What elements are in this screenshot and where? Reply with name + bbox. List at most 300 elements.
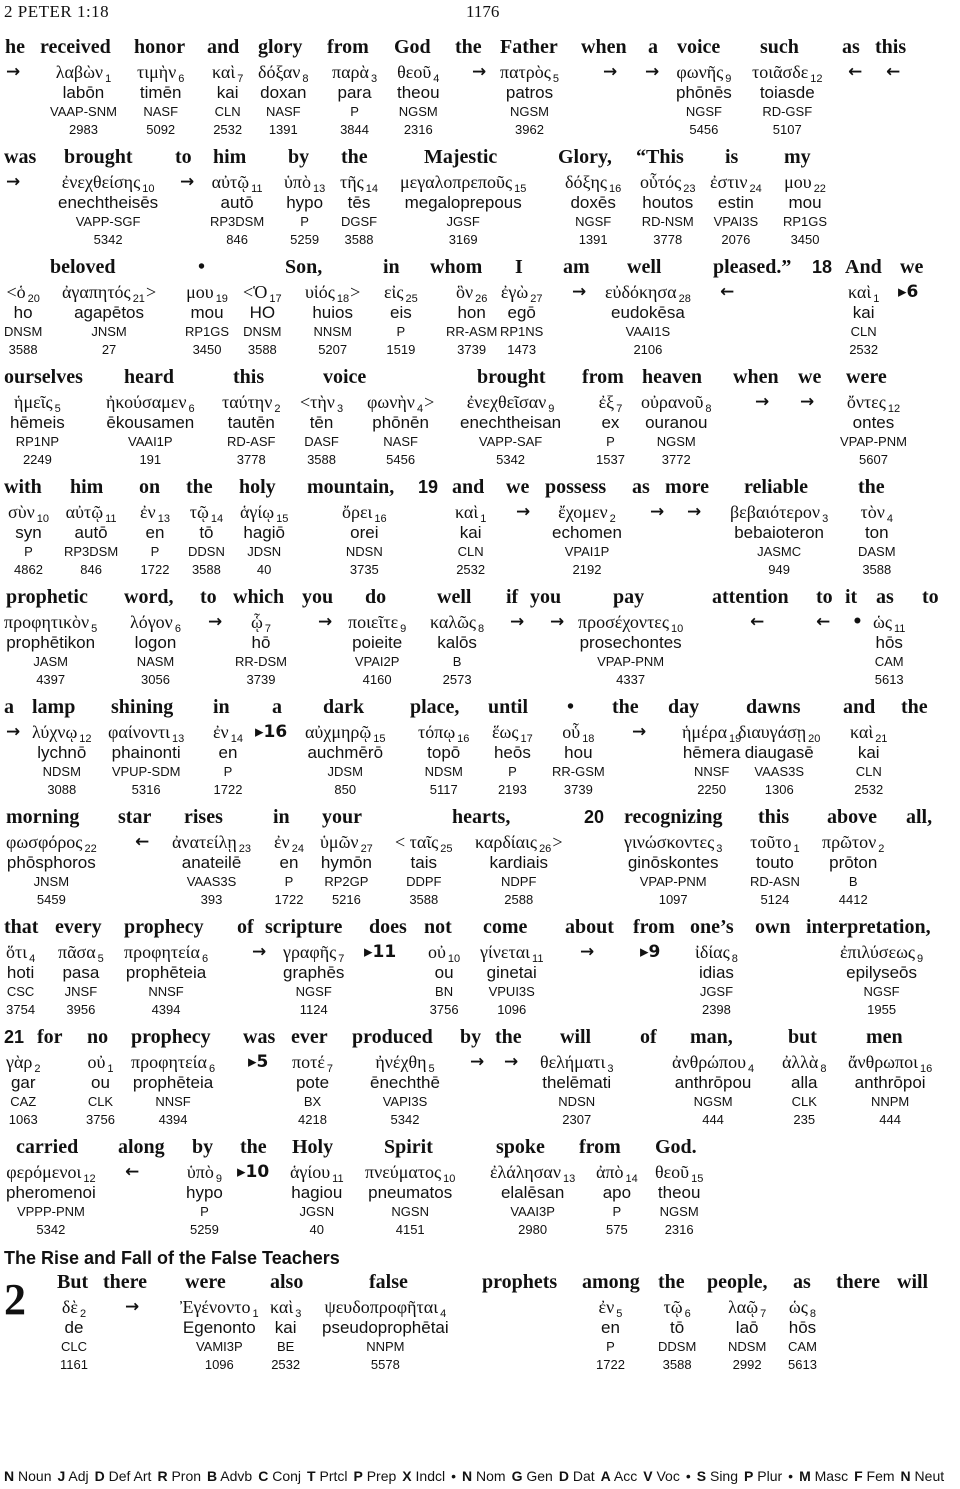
bracket-close: > [424, 392, 435, 412]
transliteration: pote [295, 1073, 330, 1092]
greek-word: ἄνθρωποι [848, 1052, 918, 1072]
section-heading: The Rise and Fall of the False Teachers [4, 1248, 340, 1268]
interlinear-block [0, 1135, 960, 1245]
transliteration: doxan [260, 83, 307, 102]
word-order-number: 7 [338, 953, 345, 965]
strongs-number: 4160 [362, 672, 392, 687]
transliteration: hou [564, 743, 593, 762]
english-word: a [272, 696, 282, 718]
parsing-code: DASM [858, 544, 896, 559]
strongs-number: 5613 [874, 672, 904, 687]
strongs-number: 5092 [146, 122, 176, 137]
parsing-code: RD-ASN [750, 874, 800, 889]
word-order-number: 4 [29, 953, 36, 965]
english-word: Holy [292, 1136, 334, 1158]
greek-column [274, 831, 304, 909]
greek-line [137, 61, 184, 83]
word-order-number: 2 [79, 1308, 87, 1320]
word-order-number: 13 [313, 183, 326, 195]
english-word: star [118, 806, 152, 828]
greek-line [848, 1051, 932, 1073]
parsing-code: CLK [791, 1094, 817, 1109]
word-order-number: 7 [264, 623, 271, 635]
strongs-number: 575 [606, 1222, 628, 1237]
english-word: to [175, 146, 192, 168]
greek-word: φερόμενοι [6, 1162, 82, 1182]
greek-word: ἐλάλησαν [490, 1162, 561, 1182]
strongs-number: 40 [309, 1222, 325, 1237]
legend-label: Indcl [415, 1468, 446, 1484]
word-order-number: 17 [520, 733, 533, 745]
parsing-code: NNSM [313, 324, 352, 339]
greek-line [847, 391, 900, 413]
greek-line [641, 391, 712, 413]
greek-column [342, 501, 387, 579]
parsing-code: P [612, 1204, 622, 1219]
greek-column [258, 61, 309, 139]
greek-column [58, 171, 158, 249]
word-order-marker: ▸10 [237, 1162, 270, 1182]
strongs-number: 1722 [140, 562, 170, 577]
greek-column [395, 831, 453, 909]
strongs-number: 3754 [6, 1002, 36, 1017]
legend-item [307, 1468, 347, 1484]
greek-line [784, 171, 826, 193]
legend-key: V [643, 1468, 653, 1484]
parsing-code: NASF [265, 104, 301, 119]
legend-key: G [511, 1468, 523, 1484]
legend-key: N [900, 1468, 911, 1484]
parsing-code: VPUP-SDM [111, 764, 181, 779]
english-word: I [515, 256, 523, 278]
word-order-number: 13 [172, 733, 185, 745]
word-order-number: 12 [79, 733, 92, 745]
strongs-number: 2316 [403, 122, 433, 137]
greek-column [4, 611, 97, 689]
word-order-number: 11 [105, 513, 117, 525]
transliteration: de [64, 1318, 84, 1337]
legend-item [353, 1468, 396, 1484]
strongs-number: 5316 [131, 782, 161, 797]
english-word: the [612, 696, 639, 718]
english-word: as [876, 586, 894, 608]
parsing-code: RP2GP [324, 874, 369, 889]
word-order-number: 15 [373, 733, 386, 745]
strongs-number: 3956 [66, 1002, 96, 1017]
word-order-number: 9 [215, 1173, 222, 1185]
english-word: prophetic [6, 586, 88, 608]
greek-line [6, 941, 35, 963]
english-word: we [506, 476, 530, 498]
parsing-code: CLN [457, 544, 484, 559]
strongs-number: 5342 [36, 1222, 66, 1237]
greek-column [180, 1296, 259, 1374]
greek-column [10, 391, 65, 469]
strongs-number: 1161 [60, 1357, 88, 1372]
word-order-number: 14 [210, 513, 224, 525]
greek-column [552, 501, 622, 579]
strongs-number: 2076 [721, 232, 751, 247]
greek-column [235, 611, 287, 689]
greek-line [284, 171, 325, 193]
english-word: that [4, 916, 39, 938]
english-word: brought [64, 146, 133, 168]
greek-column [822, 831, 884, 909]
word-order-number: 25 [405, 293, 418, 305]
parsing-code: NGSF [685, 104, 722, 119]
english-word: of [237, 916, 254, 938]
greek-line [624, 831, 722, 853]
greek-line [599, 391, 623, 413]
greek-line [750, 831, 800, 853]
word-order-number: 20 [808, 733, 821, 745]
greek-line [640, 171, 696, 193]
parsing-code: VPAI2P [354, 654, 400, 669]
greek-line [124, 941, 208, 963]
parsing-code: NNPM [870, 1094, 910, 1109]
greek-line [172, 831, 251, 853]
transliteration: ginetai [486, 963, 537, 982]
greek-word: οὐρανοῦ [641, 392, 704, 412]
word-order-number: 15 [276, 513, 289, 525]
greek-column [730, 501, 828, 579]
transliteration: thelēmati [542, 1073, 612, 1092]
parsing-code: VAPP-SAF [478, 434, 543, 449]
greek-line [492, 721, 533, 743]
english-word: heaven [642, 366, 702, 388]
greek-column [596, 391, 625, 469]
legend-item [207, 1468, 252, 1484]
greek-line [270, 1296, 301, 1318]
word-order-arrow: → [755, 392, 770, 412]
parsing-code: DNSM [4, 324, 43, 339]
greek-line [348, 611, 406, 633]
transliteration: lychnō [37, 743, 87, 762]
interlinear-block [0, 695, 960, 805]
word-order-arrow: → [645, 62, 660, 82]
greek-column [873, 611, 905, 689]
legend-key: S [696, 1468, 707, 1484]
english-word: do [365, 586, 387, 608]
parsing-code: BX [303, 1094, 322, 1109]
transliteration: ontes [852, 413, 895, 432]
word-order-number: 5 [54, 403, 61, 415]
greek-line [130, 611, 181, 633]
greek-word: ὑπὸ [186, 1162, 214, 1182]
word-order-number: 8 [478, 623, 485, 635]
greek-word: ἀπὸ [596, 1162, 624, 1182]
interlinear-block [0, 805, 960, 915]
transliteration: tēn [309, 413, 334, 432]
greek-word: δόξαν [258, 62, 301, 82]
legend-label: Dat [572, 1468, 595, 1484]
greek-line [695, 941, 738, 963]
word-order-number: 4 [748, 1063, 755, 1075]
greek-column [6, 831, 97, 909]
word-order-arrow: → [580, 942, 595, 962]
greek-line [332, 61, 377, 83]
greek-word: τὸν [860, 502, 885, 522]
greek-column [106, 391, 195, 469]
parsing-code: RP3DSM [210, 214, 265, 229]
english-word: will [897, 1271, 929, 1293]
greek-word: προφητικὸν [4, 612, 90, 632]
english-word: false [369, 1271, 408, 1293]
greek-word: τῆς [340, 172, 364, 192]
parsing-code: DDSM [658, 1339, 697, 1354]
word-order-marker: ▸11 [364, 942, 397, 962]
word-order-bullet: • [852, 612, 863, 632]
english-word: on [139, 476, 161, 498]
transliteration: theou [397, 83, 440, 102]
english-word: such [760, 36, 799, 58]
parsing-code: VPUI3S [488, 984, 535, 999]
english-word: morning [6, 806, 80, 828]
greek-line [62, 281, 156, 303]
english-word: every [55, 916, 102, 938]
greek-column [58, 941, 104, 1019]
greek-word: δόξης [565, 172, 608, 192]
greek-line [180, 1296, 259, 1318]
greek-column [186, 1161, 223, 1239]
greek-line [375, 1051, 434, 1073]
word-order-number: 2 [34, 1063, 41, 1075]
greek-column [322, 1296, 449, 1374]
english-word: if [506, 586, 519, 608]
strongs-number: 2983 [69, 122, 98, 137]
greek-column [188, 501, 225, 579]
greek-line [32, 721, 92, 743]
word-order-number: 21 [875, 733, 888, 745]
word-order-number: 10 [443, 1173, 456, 1185]
greek-column [500, 61, 559, 139]
transliteration: patros [505, 83, 554, 102]
greek-line [599, 1296, 623, 1318]
english-word: heard [124, 366, 174, 388]
word-order-arrow: → [180, 172, 195, 192]
strongs-number: 4397 [36, 672, 66, 687]
greek-column [624, 831, 722, 909]
transliteration: tō [670, 1318, 685, 1337]
greek-word: θεοῦ [397, 62, 432, 82]
parsing-code: NDSN [345, 544, 383, 559]
greek-column [400, 171, 526, 249]
transliteration: timēn [139, 83, 182, 102]
transliteration: hon [457, 303, 486, 322]
transliteration: agapētos [74, 303, 145, 322]
bracket-close: > [350, 282, 361, 302]
parsing-code: NGSF [575, 214, 612, 229]
greek-line [6, 831, 97, 853]
word-order-number: 23 [683, 183, 696, 195]
english-word: ever [291, 1026, 328, 1048]
english-word: scripture [265, 916, 343, 938]
parsing-code: JASM [33, 654, 68, 669]
greek-word: πνεύματος [365, 1162, 442, 1182]
transliteration: kardiais [489, 853, 549, 872]
word-order-number: 21 [132, 293, 145, 305]
greek-line [400, 171, 526, 193]
abbreviation-legend [4, 1466, 954, 1486]
word-order-number: 14 [625, 1173, 638, 1185]
greek-line [305, 281, 360, 303]
greek-word: αὐτῷ [211, 172, 250, 192]
english-word: hearts, [452, 806, 511, 828]
legend-label: Plur [757, 1468, 783, 1484]
strongs-number: 5107 [772, 122, 802, 137]
greek-word: τῷ [663, 1297, 683, 1317]
parsing-code: B [452, 654, 462, 669]
parsing-code: P [24, 544, 33, 559]
strongs-number: 2192 [572, 562, 602, 577]
greek-line [342, 501, 387, 523]
strongs-number: 5259 [290, 232, 320, 247]
parsing-code: NGSM [659, 1204, 699, 1219]
transliteration: hō [251, 633, 271, 652]
word-order-arrow: → [470, 1052, 485, 1072]
strongs-number: 846 [226, 232, 248, 247]
legend-item [601, 1468, 638, 1484]
strongs-number: 444 [702, 1112, 724, 1127]
transliteration: hēmeis [10, 413, 65, 432]
parsing-code: NNSF [148, 984, 184, 999]
strongs-number: 444 [879, 1112, 901, 1127]
word-order-number: 8 [302, 73, 309, 85]
greek-line [873, 611, 905, 633]
english-word: as [793, 1271, 811, 1293]
parsing-code: NDSN [558, 1094, 596, 1109]
transliteration: egō [507, 303, 536, 322]
english-word: own [755, 916, 791, 938]
word-order-number: 22 [84, 843, 97, 855]
strongs-number: 5117 [429, 782, 458, 797]
greek-word: ἕως [492, 722, 519, 742]
transliteration: idias [698, 963, 734, 982]
english-word: to [922, 586, 939, 608]
english-word: well [437, 586, 472, 608]
transliteration: prophēteia [132, 1073, 214, 1092]
parsing-code: DASF [304, 434, 339, 449]
strongs-number: 3588 [409, 892, 439, 907]
greek-column [397, 61, 440, 139]
word-order-number: 8 [820, 1063, 827, 1075]
english-word: the [658, 1271, 685, 1293]
strongs-number: 4394 [158, 1112, 188, 1127]
greek-word: οὗ [562, 722, 581, 742]
strongs-number: 1519 [386, 342, 416, 357]
greek-word: τιμὴν [137, 62, 177, 82]
greek-word: διαυγάσῃ [738, 722, 807, 742]
greek-line [467, 391, 555, 413]
transliteration: phainonti [111, 743, 181, 762]
word-order-number: 10 [36, 513, 50, 525]
legend-label: Gen [526, 1468, 553, 1484]
greek-line [418, 721, 469, 743]
greek-column [552, 721, 605, 799]
greek-word: γίνεται [480, 942, 531, 962]
transliteration: huios [312, 303, 353, 322]
transliteration: en [218, 743, 238, 762]
legend-label: Pron [171, 1468, 202, 1484]
word-order-number: 18 [582, 733, 595, 745]
english-word: interpretation, [806, 916, 931, 938]
parsing-code: VAAI1S [625, 324, 671, 339]
bracket-close: > [552, 832, 563, 852]
parsing-code: NNPM [366, 1339, 405, 1354]
greek-column [108, 721, 184, 799]
greek-column [243, 281, 282, 359]
greek-word: ἡμέρα [682, 722, 728, 742]
english-word: and [452, 476, 485, 498]
verse-number: 20 [584, 807, 605, 827]
strongs-number: 3778 [236, 452, 266, 467]
english-word: you [530, 586, 562, 608]
english-word: was [4, 146, 37, 168]
word-order-number: 3 [370, 73, 378, 85]
greek-line [456, 281, 487, 303]
english-word: were [846, 366, 887, 388]
greek-word: λαῷ [728, 1297, 759, 1317]
strongs-number: 191 [139, 452, 162, 467]
english-word: was [243, 1026, 276, 1048]
transliteration: kai [852, 303, 875, 322]
word-order-number: 3 [716, 843, 723, 855]
word-order-number: 6 [178, 73, 185, 85]
english-word: ourselves [4, 366, 83, 388]
parsing-code: JGSF [699, 984, 734, 999]
english-word: will [560, 1026, 592, 1048]
greek-line [565, 171, 621, 193]
strongs-number: 3588 [191, 562, 221, 577]
greek-word: πᾶσα [58, 942, 96, 962]
legend-label: Fem [866, 1468, 895, 1484]
greek-word: προσέχοντες [578, 612, 669, 632]
transliteration: anthrōpoi [854, 1073, 926, 1092]
strongs-number: 1391 [578, 232, 608, 247]
word-order-number: 2 [878, 843, 885, 855]
strongs-number: 846 [80, 562, 102, 577]
greek-word: προφητεία [124, 942, 200, 962]
strongs-number: 5342 [390, 1112, 420, 1127]
strongs-number: 2532 [456, 562, 486, 577]
word-order-arrow: → [603, 62, 618, 82]
legend-item [512, 1468, 553, 1484]
parsing-code: P [284, 874, 294, 889]
english-word: no [87, 1026, 109, 1048]
strongs-number: 3088 [47, 782, 77, 797]
transliteration: en [601, 1318, 620, 1337]
greek-line [562, 721, 594, 743]
english-word: about [565, 916, 614, 938]
english-word: this [758, 806, 790, 828]
english-word: holy [239, 476, 276, 498]
greek-line [789, 1296, 816, 1318]
greek-column [172, 831, 251, 909]
greek-line [730, 501, 828, 523]
transliteration: graphēs [283, 963, 345, 982]
greek-word: καὶ [848, 282, 872, 302]
word-order-number: 17 [269, 293, 282, 305]
word-order-number: 3 [295, 1308, 302, 1320]
strongs-number: 2307 [562, 1112, 592, 1127]
greek-word: ἁγίου [290, 1162, 331, 1182]
greek-line [190, 501, 223, 523]
english-word: pleased.” [713, 256, 792, 278]
word-order-number: 6 [201, 953, 209, 965]
word-order-number: 19 [729, 733, 742, 745]
parsing-code: VAAI1P [128, 434, 173, 449]
english-word: in [273, 806, 290, 828]
